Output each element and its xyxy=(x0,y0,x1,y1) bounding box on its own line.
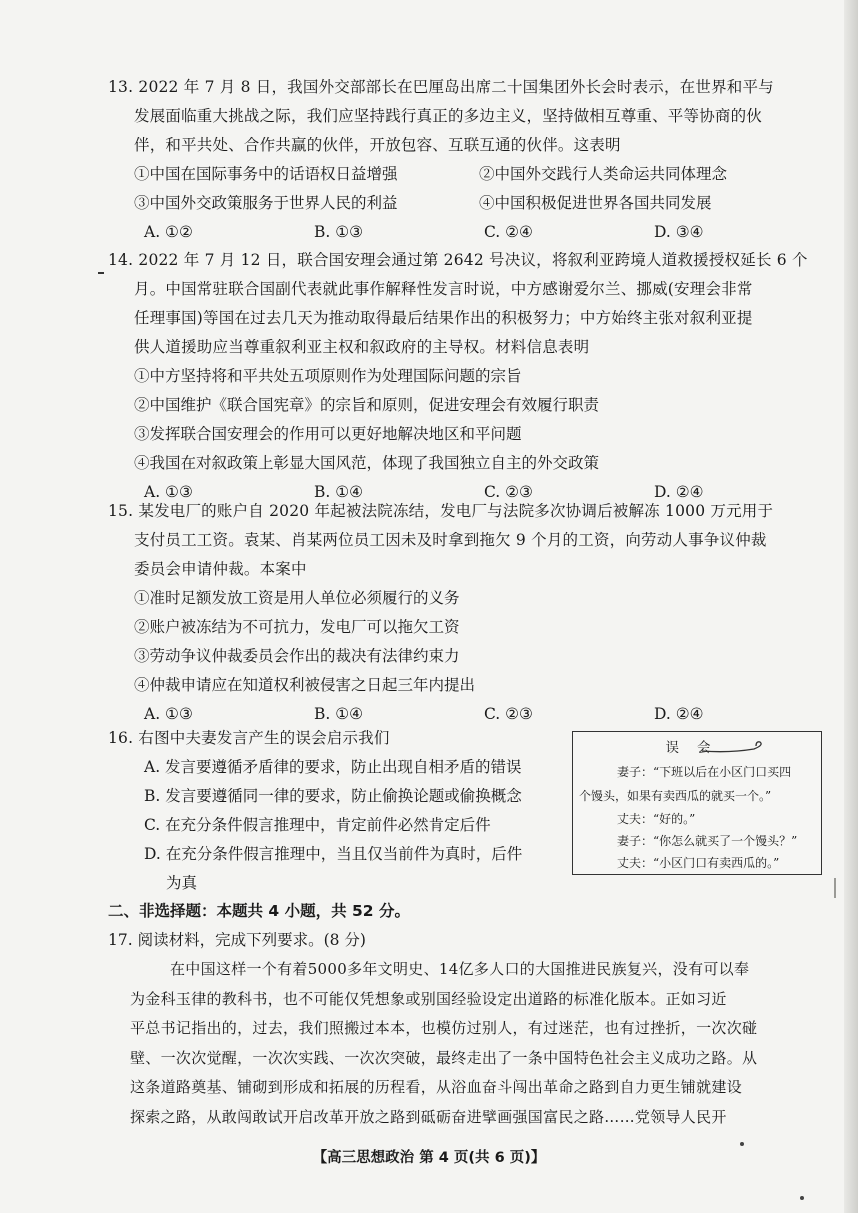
q15-option-1: ①准时足额发放工资是用人单位必须履行的义务 xyxy=(134,589,460,607)
q13-stem-line: 发展面临重大挑战之际，我们应坚持践行真正的多边主义，坚持做相互尊重、平等协商的伙 xyxy=(134,107,763,125)
scan-mark xyxy=(740,1142,744,1146)
q13-options-row xyxy=(108,160,824,189)
q17-material-line: 在中国这样一个有着5000多年文明史、14亿多人口的大国推进民族复兴，没有可以奉 xyxy=(170,960,750,978)
q13-option-3: ③中国外交政策服务于世界人民的利益 xyxy=(134,194,398,212)
q16-option-a: A. 发言要遵循矛盾律的要求，防止出现自相矛盾的错误 xyxy=(144,758,522,776)
page-footer: 【高三思想政治 第 4 页(共 6 页)】 xyxy=(312,1150,546,1166)
q15-option-3: ③劳动争议仲裁委员会作出的裁决有法律约束力 xyxy=(134,647,460,665)
misunderstanding-box xyxy=(572,731,822,875)
q17-material-line: 探索之路，从敢闯敢试开启改革开放之路到砥砺奋进擘画强国富民之路……党领导人民开 xyxy=(130,1107,727,1126)
scan-mark xyxy=(820,878,836,898)
q14-option-4: ④我国在对叙政策上彰显大国风范，体现了我国独立自主的外交政策 xyxy=(134,454,600,472)
box-line: 妻子：“你怎么就买了一个馒头？” xyxy=(617,834,798,848)
q14-choice-c: C. ②③ xyxy=(484,483,533,501)
q13-choice-c: C. ②④ xyxy=(484,223,533,241)
q16-option-c: C. 在充分条件假言推理中，肯定前件必然肯定后件 xyxy=(144,816,491,834)
q15-choice-b: B. ①④ xyxy=(314,705,364,723)
q15-stem-line: 15. 某发电厂的账户自 2020 年起被法院冻结，发电厂与法院多次协调后被解冻 1000 万元用于 xyxy=(108,502,774,520)
q17-material xyxy=(130,955,820,1132)
scan-mark xyxy=(98,272,104,274)
q14-stem-line: 14. 2022 年 7 月 12 日，联合国安理会通过第 2642 号决议，将叙利亚跨境人道救援授权延长 6 个 xyxy=(108,251,808,269)
q15-option-4: ④仲裁申请应在知道权利被侵害之日起三年内提出 xyxy=(134,676,476,694)
section-2-heading: 二、非选择题：本题共 4 小题，共 52 分。 xyxy=(108,902,410,920)
q15-stem-line: 委员会申请仲裁。本案中 xyxy=(134,560,307,578)
q14-option-3: ③发挥联合国安理会的作用可以更好地解决地区和平问题 xyxy=(134,425,522,443)
box-title: 误会 xyxy=(665,740,729,756)
q14-choice-b: B. ①④ xyxy=(314,483,364,501)
q14-option-1: ①中方坚持将和平共处五项原则作为处理国际问题的宗旨 xyxy=(134,367,522,385)
question-13 xyxy=(108,73,824,247)
q15-option-2: ②账户被冻结为不可抗力，发电厂可以拖欠工资 xyxy=(134,618,460,636)
scan-mark xyxy=(800,1196,804,1200)
box-line: 个馒头，如果有卖西瓜的就买一个。” xyxy=(579,789,772,803)
box-line: 丈夫：“小区门口有卖西瓜的。” xyxy=(617,856,780,870)
q13-choice-a: A. ①② xyxy=(144,223,193,241)
q16-option-b: B. 发言要遵循同一律的要求，防止偷换论题或偷换概念 xyxy=(144,787,522,805)
q15-choice-a: A. ①③ xyxy=(144,705,193,723)
q14-choice-d: D. ②④ xyxy=(654,483,704,501)
q16-stem: 16. 右图中夫妻发言产生的误会启示我们 xyxy=(108,729,390,747)
q13-option-2: ②中国外交践行人类命运共同体理念 xyxy=(479,165,728,183)
q15-choice-c: C. ②③ xyxy=(484,705,533,723)
question-16 xyxy=(108,724,568,898)
q15-stem-line: 支付员工工资。袁某、肖某两位员工因未及时拿到拖欠 9 个月的工资，向劳动人事争议仲裁 xyxy=(134,531,767,549)
question-14 xyxy=(108,246,824,507)
q14-option-2: ②中国维护《联合国宪章》的宗旨和原则，促进安理会有效履行职责 xyxy=(134,396,600,414)
q13-choice-d: D. ③④ xyxy=(654,223,704,241)
q16-option-d: D. 在充分条件假言推理中，当且仅当前件为真时，后件 xyxy=(144,845,523,863)
question-17-stem: 17. 阅读材料，完成下列要求。(8 分) xyxy=(108,931,366,949)
q13-stem-line: 伴，和平共处、合作共赢的伙伴，开放包容、互联互通的伙伴。这表明 xyxy=(134,136,621,154)
q13-choice-b: B. ①③ xyxy=(314,223,364,241)
q16-option-d-cont: 为真 xyxy=(166,874,198,892)
q13-option-1: ①中国在国际事务中的话语权日益增强 xyxy=(134,165,398,183)
q17-material-line: 壁、一次次觉醒，一次次实践、一次次突破，最终走出了一条中国特色社会主义成功之路。从 xyxy=(130,1048,758,1067)
swirl-decoration-icon xyxy=(700,739,770,759)
box-line: 丈夫：“好的。” xyxy=(617,812,696,826)
q13-choices xyxy=(144,218,824,247)
q14-stem-line: 月。中国常驻联合国副代表就此事作解释性发言时说，中方感谢爱尔兰、挪威(安理会非常 xyxy=(134,280,753,298)
question-15 xyxy=(108,497,824,729)
q14-stem-line: 任理事国)等国在过去几天为推动取得最后结果作出的积极努力；中方始终主张对叙利亚提 xyxy=(134,309,753,327)
box-line: 妻子：“下班以后在小区门口买四 xyxy=(617,765,792,779)
q15-choice-d: D. ②④ xyxy=(654,705,704,723)
q17-material-line: 为金科玉律的教科书，也不可能仅凭想象或别国经验设定出道路的标准化版本。正如习近 xyxy=(130,989,727,1008)
page-edge-shadow xyxy=(844,0,858,1213)
q13-options-row xyxy=(108,189,824,218)
q14-choice-a: A. ①③ xyxy=(144,483,193,501)
q14-stem-line: 供人道援助应当尊重叙利亚主权和叙政府的主导权。材料信息表明 xyxy=(134,338,590,356)
q17-material-line: 这条道路奠基、铺砌到形成和拓展的历程看，从浴血奋斗闯出革命之路到自力更生铺就建设 xyxy=(130,1078,743,1096)
q17-material-line: 平总书记指出的，过去，我们照搬过本本，也模仿过别人，有过迷茫，也有过挫折，一次次碰 xyxy=(130,1019,758,1037)
q13-option-4: ④中国积极促进世界各国共同发展 xyxy=(479,194,712,212)
q13-stem-line: 13. 2022 年 7 月 8 日，我国外交部部长在巴厘岛出席二十国集团外长会时表示，在世界和平与 xyxy=(108,78,774,96)
